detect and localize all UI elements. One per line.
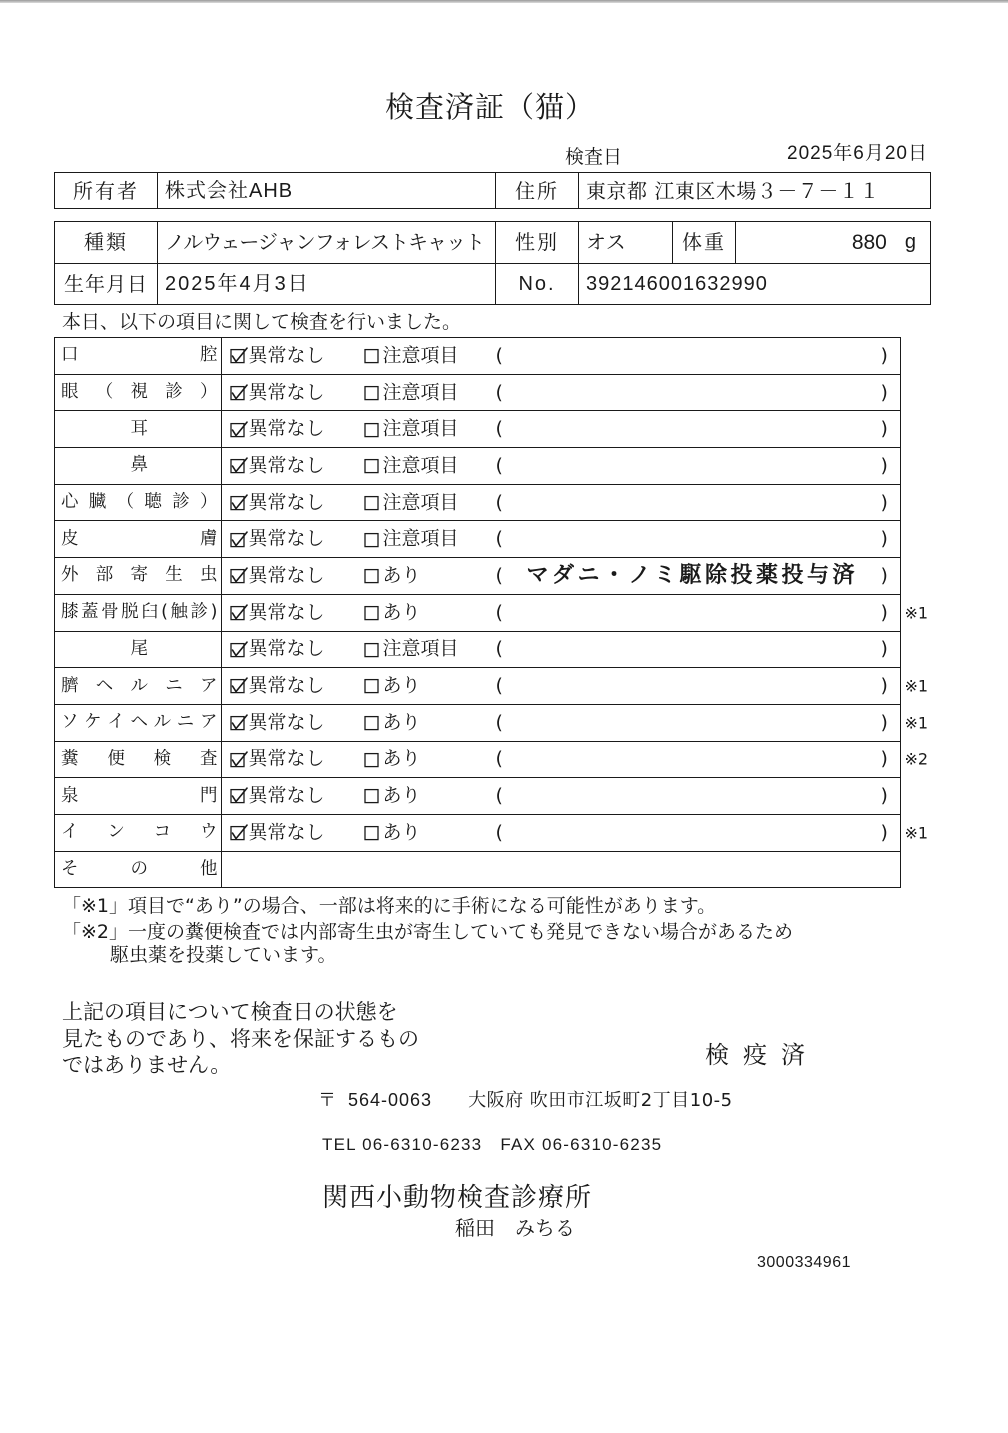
exam-item-label-char: 泉 xyxy=(61,785,79,806)
exam-item-label-char: ア xyxy=(200,675,218,696)
exam-item-label-char: 部 xyxy=(95,565,114,586)
exam-item-label-char: 臼 xyxy=(141,602,159,623)
exam-item-result xyxy=(222,521,901,557)
checked-checkbox-icon xyxy=(230,347,248,365)
close-paren: ) xyxy=(880,711,888,734)
exam-item-label-char: 他 xyxy=(200,858,218,879)
open-paren: ( xyxy=(495,527,503,550)
exam-item-label-char: 便 xyxy=(107,748,125,769)
normal-option xyxy=(230,565,325,588)
exam-item-label-char: 耳 xyxy=(130,418,148,439)
exam-item-label-char: 膝 xyxy=(61,602,79,623)
exam-item-label-char: 診 xyxy=(172,492,190,513)
finding-note: マダニ・ノミ駆除投薬投与済 xyxy=(526,562,859,588)
exam-row xyxy=(55,448,900,485)
normal-option-label: 異常なし xyxy=(248,454,325,477)
exam-item-label-char: ( xyxy=(161,602,168,623)
checkbox-icon xyxy=(364,714,382,732)
footnote-1: 「※1」項目で“あり”の場合、一部は将来的に手術になる可能性があります。 xyxy=(62,895,717,917)
finding-option-label: 注意項目 xyxy=(382,454,459,477)
close-paren: ) xyxy=(880,491,888,514)
finding-option xyxy=(364,748,421,771)
exam-item-label-char: ） xyxy=(199,492,218,513)
owner-name: 株式会社AHB xyxy=(158,173,496,209)
exam-item-label xyxy=(55,375,222,411)
open-paren: ( xyxy=(495,564,503,587)
open-paren: ( xyxy=(495,711,503,734)
exam-item-label-char: 蓋 xyxy=(81,602,99,623)
close-paren: ) xyxy=(880,454,888,477)
exam-row xyxy=(55,705,929,742)
certificate-serial: 3000334961 xyxy=(757,1254,851,1271)
owner-label: 所有者 xyxy=(55,173,158,209)
exam-item-label xyxy=(55,778,222,814)
exam-item-label-char: ニ xyxy=(176,712,195,733)
normal-option xyxy=(230,638,325,661)
exam-item-result xyxy=(222,375,901,411)
exam-row xyxy=(55,411,900,448)
open-paren: ( xyxy=(495,821,503,844)
close-paren: ) xyxy=(880,601,888,624)
close-paren: ) xyxy=(880,417,888,440)
exam-item-label-char: ウ xyxy=(199,822,218,843)
finding-option-label: あり xyxy=(382,821,421,844)
exam-item-label-char: 皮 xyxy=(61,528,79,549)
open-paren: ( xyxy=(495,491,503,514)
checked-checkbox-icon xyxy=(230,824,248,842)
normal-option xyxy=(230,491,325,514)
finding-option xyxy=(364,821,421,844)
normal-option xyxy=(230,344,325,367)
address-label: 住所 xyxy=(496,173,579,209)
exam-row xyxy=(55,852,900,889)
exam-item-label-char: 診 xyxy=(165,382,183,403)
close-paren: ) xyxy=(880,637,888,660)
finding-option-label: 注意項目 xyxy=(382,381,459,404)
reference-mark: ※1 xyxy=(904,713,929,733)
normal-option-label: 異常なし xyxy=(248,748,325,771)
checkbox-icon xyxy=(364,750,382,768)
exam-row xyxy=(55,485,900,522)
exam-item-label xyxy=(55,448,222,484)
exam-row xyxy=(55,815,929,852)
exam-row xyxy=(55,338,900,375)
exam-row xyxy=(55,742,929,779)
exam-item-result xyxy=(222,411,901,447)
normal-option-label: 異常なし xyxy=(248,784,325,807)
exam-date-value: 2025年6月20日 xyxy=(787,143,928,164)
exam-item-label-char: ソ xyxy=(61,712,79,733)
exam-item-label-char: の xyxy=(130,858,148,879)
disclaimer-line: ではありません。 xyxy=(62,1053,232,1077)
normal-option-label: 異常なし xyxy=(248,527,325,550)
checked-checkbox-icon xyxy=(230,494,248,512)
normal-option-label: 異常なし xyxy=(248,821,325,844)
checked-checkbox-icon xyxy=(230,677,248,695)
finding-option-label: あり xyxy=(382,674,421,697)
clinic-fax: FAX 06-6310-6235 xyxy=(500,1135,663,1154)
checkbox-icon xyxy=(364,457,382,475)
finding-option xyxy=(364,565,421,588)
finding-option xyxy=(364,675,421,698)
clinic-phone-line xyxy=(322,1134,662,1156)
checked-checkbox-icon xyxy=(230,530,248,548)
exam-item-result xyxy=(222,595,929,631)
close-paren: ) xyxy=(880,674,888,697)
finding-option-label: あり xyxy=(382,748,421,771)
exam-item-label xyxy=(55,595,222,631)
finding-option-label: 注意項目 xyxy=(382,527,459,550)
exam-item-label xyxy=(55,852,222,888)
normal-option xyxy=(230,711,325,734)
normal-option-label: 異常なし xyxy=(248,381,325,404)
normal-option xyxy=(230,528,325,551)
postal-mark: 〒 xyxy=(318,1090,336,1111)
clinic-postal-line xyxy=(318,1089,733,1112)
normal-option xyxy=(230,381,325,404)
exam-item-label-char: ヘ xyxy=(130,712,148,733)
clinic-person: 稲田 みちる xyxy=(455,1216,575,1240)
normal-option xyxy=(230,821,325,844)
normal-option xyxy=(230,601,325,624)
normal-option-label: 異常なし xyxy=(248,637,325,660)
exam-item-label-char: 糞 xyxy=(61,748,79,769)
exam-item-label-char: そ xyxy=(61,858,79,879)
exam-item-label-char: 骨 xyxy=(101,602,119,623)
exam-item-label-char: 臓 xyxy=(88,492,107,513)
address-value: 東京都 江東区木場３－７－１１ xyxy=(579,173,931,209)
exam-item-label-char: 虫 xyxy=(200,565,218,586)
exam-item-label xyxy=(55,815,222,851)
exam-item-label-char: 触 xyxy=(170,602,189,623)
checked-checkbox-icon xyxy=(230,604,248,622)
open-paren: ( xyxy=(495,417,503,440)
reference-mark: ※1 xyxy=(904,676,929,696)
close-paren: ) xyxy=(880,564,888,587)
exam-item-label xyxy=(55,705,222,741)
exam-item-label-char: ケ xyxy=(84,712,102,733)
exam-item-label-char: 鼻 xyxy=(130,455,148,476)
normal-option-label: 異常なし xyxy=(248,711,325,734)
exam-item-label-char: 口 xyxy=(61,345,79,366)
exam-row xyxy=(55,778,900,815)
open-paren: ( xyxy=(495,784,503,807)
close-paren: ) xyxy=(880,784,888,807)
checked-checkbox-icon xyxy=(230,714,248,732)
open-paren: ( xyxy=(495,381,503,404)
disclaimer-line: 見たものであり、将来を保証するもの xyxy=(62,1027,419,1051)
footnote-2-continued: 駆虫薬を投薬しています。 xyxy=(110,944,337,966)
normal-option-label: 異常なし xyxy=(248,417,325,440)
close-paren: ) xyxy=(880,527,888,550)
close-paren: ) xyxy=(880,748,888,771)
finding-option xyxy=(364,638,459,661)
close-paren: ) xyxy=(880,381,888,404)
exam-item-result xyxy=(222,742,929,778)
exam-item-label-char: イ xyxy=(107,712,125,733)
checkbox-icon xyxy=(364,420,382,438)
exam-item-label xyxy=(55,742,222,778)
exam-row xyxy=(55,521,900,558)
exam-item-label-char: 診 xyxy=(190,602,209,623)
exam-date-label: 検査日 xyxy=(565,146,623,168)
checked-checkbox-icon xyxy=(230,640,248,658)
exam-item-label-char: 臍 xyxy=(61,675,79,696)
weight-number: 880 xyxy=(851,230,887,254)
normal-option-label: 異常なし xyxy=(248,344,325,367)
postal-code: 564-0063 xyxy=(348,1090,433,1110)
exam-row xyxy=(55,595,929,632)
exam-item-label-char: 聴 xyxy=(144,492,162,513)
exam-item-result xyxy=(222,448,901,484)
finding-option-label: 注意項目 xyxy=(382,637,459,660)
exam-item-label xyxy=(55,668,222,704)
exam-item-label-char: ニ xyxy=(165,675,183,696)
finding-option-label: 注意項目 xyxy=(382,491,459,514)
exam-item-label-char: 査 xyxy=(199,748,218,769)
breed-value: ノルウェージャンフォレストキャット xyxy=(158,222,496,264)
exam-item-result xyxy=(222,815,929,851)
open-paren: ( xyxy=(495,601,503,624)
document-title: 検査済証（猫） xyxy=(384,90,595,124)
finding-option-label: 注意項目 xyxy=(382,417,459,440)
birth-date-label: 生年月日 xyxy=(55,264,158,306)
exam-item-label xyxy=(55,338,222,374)
weight-value xyxy=(736,222,931,264)
finding-option xyxy=(364,785,421,808)
exam-item-label-char: 検 xyxy=(153,748,172,769)
clinic-address: 大阪府 吹田市江坂町2丁目10-5 xyxy=(468,1090,733,1111)
exam-checklist-table xyxy=(54,337,929,888)
checked-checkbox-icon xyxy=(230,787,248,805)
clinic-tel: TEL 06-6310-6233 xyxy=(322,1135,483,1154)
exam-item-label-char: 生 xyxy=(165,565,183,586)
reference-mark: ※1 xyxy=(904,823,929,843)
footnote-2: 「※2」一度の糞便検査では内部寄生虫が寄生していても発見できない場合があるため xyxy=(62,921,794,943)
normal-option-label: 異常なし xyxy=(248,674,325,697)
exam-item-result xyxy=(222,558,901,594)
finding-option-label: あり xyxy=(382,564,421,587)
exam-row xyxy=(55,632,900,669)
exam-item-result xyxy=(222,778,901,814)
open-paren: ( xyxy=(495,637,503,660)
exam-item-label-char: ア xyxy=(199,712,218,733)
owner-info-table xyxy=(54,172,931,209)
normal-option xyxy=(230,418,325,441)
weight-unit: g xyxy=(904,231,916,254)
exam-item-label xyxy=(55,558,222,594)
exam-row xyxy=(55,558,900,595)
close-paren: ) xyxy=(880,821,888,844)
exam-item-result xyxy=(222,852,901,888)
finding-option-label: あり xyxy=(382,601,421,624)
reference-mark: ※2 xyxy=(904,749,929,769)
finding-option-label: あり xyxy=(382,784,421,807)
exam-item-label-char: イ xyxy=(61,822,79,843)
disclaimer-line: 上記の項目について検査日の状態を xyxy=(62,1000,398,1024)
exam-row xyxy=(55,375,900,412)
exam-item-label xyxy=(55,632,222,668)
exam-item-label-char: コ xyxy=(153,822,172,843)
finding-option xyxy=(364,344,459,367)
finding-option-label: あり xyxy=(382,711,421,734)
checkbox-icon xyxy=(364,787,382,805)
scan-edge-line xyxy=(0,0,1008,3)
open-paren: ( xyxy=(495,454,503,477)
number-label: No. xyxy=(496,264,579,306)
exam-item-label-char: 視 xyxy=(130,382,148,403)
exam-item-label-char: 脱 xyxy=(121,602,139,623)
normal-option xyxy=(230,748,325,771)
exam-item-label-char: （ xyxy=(116,492,135,513)
exam-item-label-char: ) xyxy=(210,602,218,623)
checked-checkbox-icon xyxy=(230,384,248,402)
normal-option-label: 異常なし xyxy=(248,491,325,514)
checkbox-icon xyxy=(364,567,382,585)
animal-info-table xyxy=(54,221,931,305)
checkbox-icon xyxy=(364,640,382,658)
exam-intro-text: 本日、以下の項目に関して検査を行いました。 xyxy=(62,311,462,333)
exam-row xyxy=(55,668,929,705)
exam-item-result xyxy=(222,485,901,521)
birth-date-value: 2025年4月3日 xyxy=(158,264,496,306)
exam-item-label-char: 寄 xyxy=(130,565,148,586)
open-paren: ( xyxy=(495,344,503,367)
finding-option xyxy=(364,491,459,514)
exam-item-label-char: 眼 xyxy=(61,382,79,403)
normal-option xyxy=(230,675,325,698)
normal-option-label: 異常なし xyxy=(248,601,325,624)
breed-label: 種類 xyxy=(55,222,158,264)
checkbox-icon xyxy=(364,384,382,402)
exam-item-label-char: 尾 xyxy=(130,638,148,659)
reference-mark: ※1 xyxy=(904,603,929,623)
checked-checkbox-icon xyxy=(230,457,248,475)
exam-item-label-char: ヘ xyxy=(95,675,114,696)
exam-item-label-char: ） xyxy=(200,382,218,403)
exam-item-result xyxy=(222,668,929,704)
weight-label: 体重 xyxy=(673,222,736,264)
exam-item-label xyxy=(55,521,222,557)
normal-option xyxy=(230,785,325,808)
exam-item-label-char: 腔 xyxy=(200,345,218,366)
finding-option xyxy=(364,455,459,478)
exam-item-result xyxy=(222,705,929,741)
quarantine-stamp: 検疫済 xyxy=(705,1041,819,1069)
normal-option xyxy=(230,455,325,478)
finding-option xyxy=(364,601,421,624)
finding-option xyxy=(364,381,459,404)
finding-option xyxy=(364,528,459,551)
checked-checkbox-icon xyxy=(230,750,248,768)
exam-item-label xyxy=(55,485,222,521)
checkbox-icon xyxy=(364,347,382,365)
finding-option xyxy=(364,711,421,734)
exam-item-label-char: ン xyxy=(107,822,125,843)
exam-item-label xyxy=(55,411,222,447)
sex-value: オス xyxy=(579,222,673,264)
exam-item-label-char: ル xyxy=(130,675,148,696)
checked-checkbox-icon xyxy=(230,567,248,585)
exam-item-result xyxy=(222,632,901,668)
exam-item-label-char: 膚 xyxy=(200,528,218,549)
checkbox-icon xyxy=(364,824,382,842)
checkbox-icon xyxy=(364,677,382,695)
clinic-name: 関西小動物検査診療所 xyxy=(322,1183,593,1213)
finding-option xyxy=(364,418,459,441)
exam-item-label-char: （ xyxy=(95,382,114,403)
exam-item-label-char: 外 xyxy=(61,565,79,586)
checkbox-icon xyxy=(364,604,382,622)
checked-checkbox-icon xyxy=(230,420,248,438)
close-paren: ) xyxy=(880,344,888,367)
exam-item-label-char: 門 xyxy=(200,785,218,806)
exam-item-label-char: 心 xyxy=(61,492,79,513)
open-paren: ( xyxy=(495,674,503,697)
finding-option-label: 注意項目 xyxy=(382,344,459,367)
checkbox-icon xyxy=(364,494,382,512)
sex-label: 性別 xyxy=(496,222,579,264)
checkbox-icon xyxy=(364,530,382,548)
number-value: 392146001632990 xyxy=(579,264,931,306)
exam-item-result xyxy=(222,338,901,374)
open-paren: ( xyxy=(495,748,503,771)
normal-option-label: 異常なし xyxy=(248,564,325,587)
exam-item-label-char: ル xyxy=(153,712,172,733)
